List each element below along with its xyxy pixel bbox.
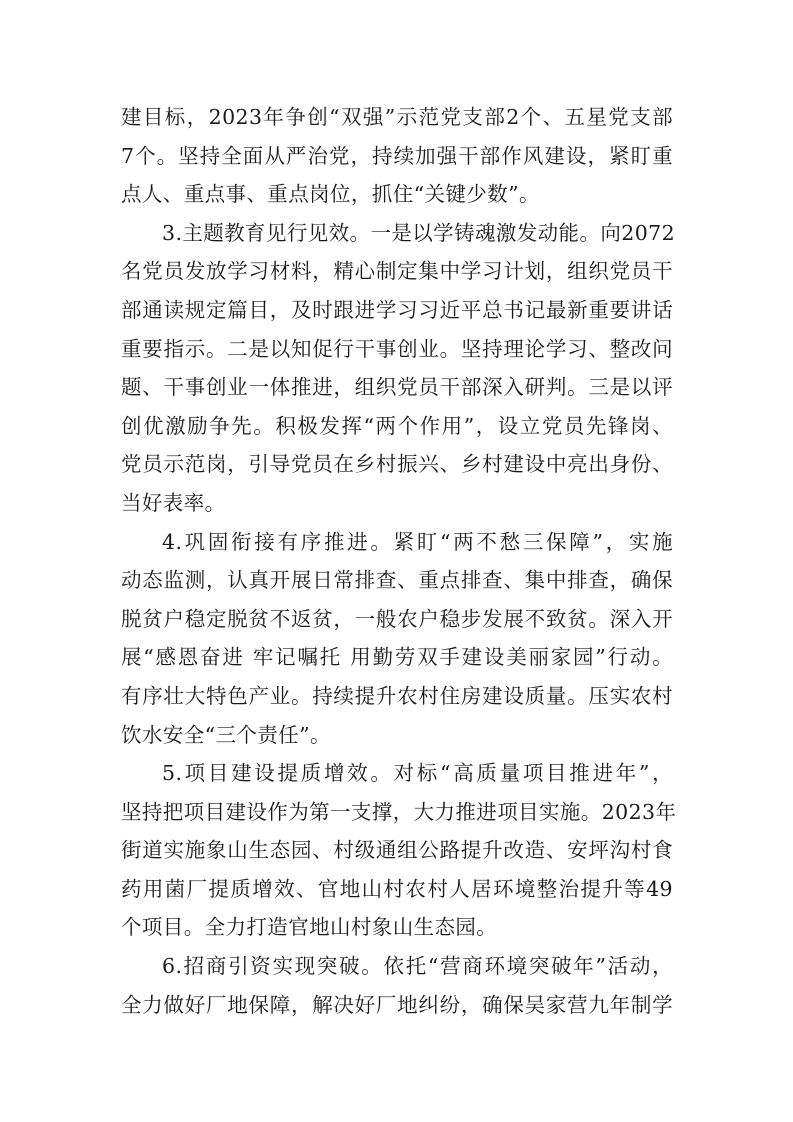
text-line: 7个。坚持全面从严治党，持续加强干部作风建设，紧盯重 bbox=[121, 143, 673, 168]
text-line: 题、干事创业一体推进，组织党员干部深入研判。三是以评 bbox=[121, 375, 673, 400]
text-line: 街道实施象山生态园、村级通组公路提升改造、安坪沟村食 bbox=[121, 838, 673, 863]
text-line: 动态监测，认真开展日常排查、重点排查、集中排查，确保 bbox=[121, 568, 673, 593]
text-line: 坚持把项目建设作为第一支撑，大力推进项目实施。2023年 bbox=[121, 799, 677, 824]
text-line: 有序壮大特色产业。持续提升农村住房建设质量。压实农村 bbox=[121, 683, 673, 708]
text-line: 展“感恩奋进 牢记嘱托 用勤劳双手建设美丽家园”行动。 bbox=[121, 645, 673, 670]
text-line: 脱贫户稳定脱贫不返贫，一般农户稳步发展不致贫。深入开 bbox=[121, 606, 673, 631]
text-line: 6.招商引资实现突破。依托“营商环境突破年”活动， bbox=[162, 954, 673, 979]
text-line: 党员示范岗，引导党员在乡村振兴、乡村建设中亮出身份、 bbox=[121, 452, 673, 477]
text-line: 饮水安全“三个责任”。 bbox=[121, 722, 331, 747]
text-line: 3.主题教育见行见效。一是以学铸魂激发动能。向2072 bbox=[162, 220, 676, 245]
text-line: 药用菌厂提质增效、官地山村农村人居环境整治提升等49 bbox=[121, 876, 673, 901]
text-line: 名党员发放学习材料，精心制定集中学习计划，组织党员干 bbox=[121, 259, 673, 284]
text-line: 个项目。全力打造官地山村象山生态园。 bbox=[121, 915, 498, 940]
text-line: 创优激励争先。积极发挥“两个作用”，设立党员先锋岗、 bbox=[121, 413, 673, 438]
body-text bbox=[121, 98, 677, 1024]
text-line: 4.巩固衔接有序推进。紧盯“两不愁三保障”，实施 bbox=[162, 529, 673, 554]
text-line: 当好表率。 bbox=[121, 490, 226, 515]
text-line: 部通读规定篇目，及时跟进学习习近平总书记最新重要讲话 bbox=[121, 297, 673, 322]
text-line: 点人、重点事、重点岗位，抓住“关键少数”。 bbox=[121, 182, 540, 207]
text-line: 5.项目建设提质增效。对标“高质量项目推进年”， bbox=[162, 761, 673, 786]
text-line: 重要指示。二是以知促行干事创业。坚持理论学习、整改问 bbox=[121, 336, 673, 361]
text-line: 全力做好厂地保障，解决好厂地纠纷，确保吴家营九年制学 bbox=[121, 992, 673, 1017]
text-line: 建目标，2023年争创“双强”示范党支部2个、五星党支部 bbox=[121, 105, 673, 129]
